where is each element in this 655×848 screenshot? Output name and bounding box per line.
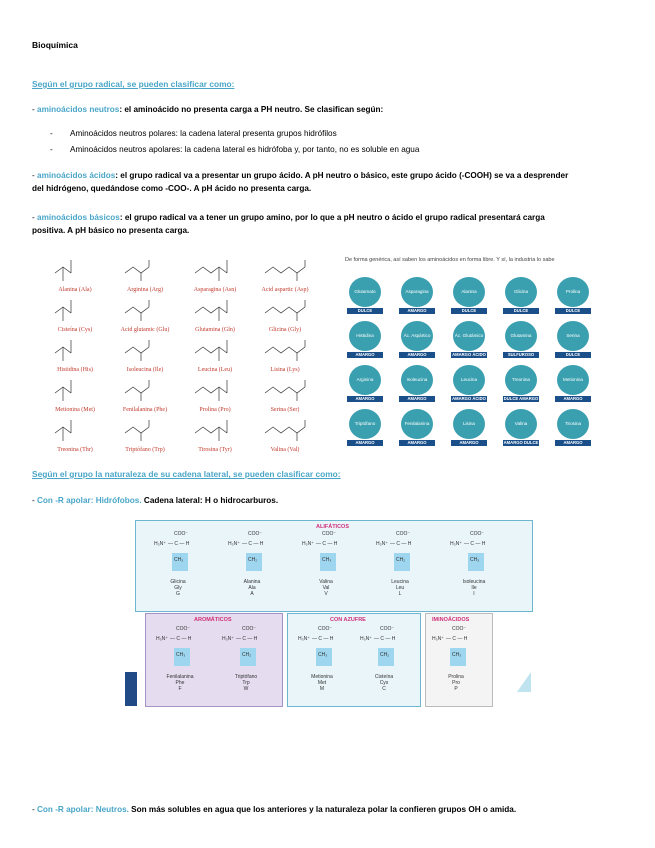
aa-structure-label: Triptófano (Trp) [125,447,165,453]
alpha-carbon-label: — C — H [236,636,258,642]
aa-formula-name-line: Alanina [243,579,261,585]
aa-formula-name-line: G [176,591,180,597]
taste-item [449,365,489,405]
aa-formula-name-line: Triptófano [234,674,258,680]
aa-formula [228,531,276,611]
aa-skeleton-icon [190,297,246,325]
aa-skeleton-icon [260,337,316,365]
sulfur-title: CON AZUFRE [330,617,366,623]
aa-formula-name [454,579,494,597]
basicos-line1: : el grupo radical va a tener un grupo amino, por lo que a pH neutro o ácido el grupo radical presentará carga [119,213,545,222]
aromatic-panel [145,613,283,707]
aa-formula-name-line: Fenilalanina [166,674,194,680]
aa-structure-cell [250,377,320,415]
aa-formula-name-line: F [178,686,182,692]
taste-tag: AMARGO [347,396,383,402]
aa-structure-label: Leucina (Leu) [197,367,233,373]
term-neutros-polar: Con -R apolar: Neutros. [37,805,129,814]
aa-skeleton-icon [260,297,316,325]
aa-structure-label: Valina (Val) [270,447,300,453]
carboxyl-label: COO⁻ [242,626,257,632]
aa-skeleton-icon [50,377,106,405]
aa-skeleton-icon [260,257,316,285]
paragraph-apolar: - Con -R apolar: Hidrófobos. Cadena lateral: H o hidrocarburos. [32,496,279,505]
aa-formula-name-line: Gly [174,585,182,591]
amino-label: H₃N⁺ [222,636,234,642]
aa-formula-name-line: M [319,686,325,692]
aa-formula-name-line: Ala [248,585,256,591]
aa-skeleton-icon [120,297,176,325]
bullet-polares-text: Aminoácidos neutros polares: la cadena lateral presenta grupos hidrófilos [70,129,337,138]
taste-tag: AMARGO [347,440,383,446]
taste-tag: DULCE [555,308,591,314]
section-heading-radical: Según el grupo radical, se pueden clasificar como: [32,79,235,89]
aa-skeleton-icon [190,377,246,405]
carboxyl-label: COO⁻ [322,531,337,537]
amino-label: H₃N⁺ [432,636,444,642]
aa-formula-name-line: Prolina [448,674,464,680]
taste-tag: AMARGO [399,396,435,402]
aa-skeleton-icon [50,257,106,285]
taste-circle: Lisina [453,409,485,439]
taste-item [345,321,385,361]
bullet-apolares-text: Aminoácidos neutros apolares: la cadena lateral es hidrófoba y, por tanto, no es soluble en agua [70,145,420,154]
aa-formula-name-line: A [250,591,254,597]
aa-formula-name-line: Isoleucina [462,579,486,585]
aa-formula-name [232,579,272,597]
aa-structure-label: Serina (Ser) [270,407,300,413]
aa-formula [298,626,346,706]
aa-structure-label: Tirosina (Tyr) [198,447,232,453]
aa-formula-name [306,579,346,597]
aa-structure-label: Asparagina (Asn) [193,287,237,293]
aa-structure-label: Prolina (Pro) [199,407,231,413]
paragraph-neutros: - aminoácidos neutros: el aminoácido no presenta carga a PH neutro. Se clasifican según: [32,105,384,114]
taste-tag: AMARGO [347,352,383,358]
term-neutros: aminoácidos neutros [37,105,120,114]
aa-structure-label: Metionina (Met) [55,407,95,413]
taste-item [501,409,541,449]
taste-item [553,321,593,361]
aa-formula [360,626,408,706]
taste-tag: AMARGO [399,308,435,314]
aa-formula-name-line: Cys [379,680,389,686]
taste-circle: Fenilalanina [401,409,433,439]
aa-formula-name-line: Leucina [391,579,409,585]
taste-circle: Treonina [505,365,537,395]
aa-formula [222,626,270,706]
aa-formula-name [160,674,200,692]
aa-structure-cell [250,337,320,375]
aa-structure-cell [180,377,250,415]
alpha-carbon-label: — C — H [242,541,264,547]
taste-tag: AMARGO ÁCIDO SALADO [452,396,486,407]
term-basicos: aminoácidos básicos [37,213,120,222]
bullet-polares: - Aminoácidos neutros polares: la cadena lateral presenta grupos hidrófilos [50,129,337,138]
acidos-line1: : el grupo radical va a presentar un grupo ácido. A pH neutro o básico, este grupo ácido (-COOH) se va a desprender [115,171,569,180]
aa-formula-name-line: V [324,591,328,597]
carboxyl-label: COO⁻ [396,531,411,537]
aa-formula-name-line: Leu [395,585,405,591]
aa-formula-name-line: Metionina [311,674,333,680]
aa-skeleton-icon [190,337,246,365]
aa-structure-cell [250,417,320,455]
aa-skeleton-icon [50,337,106,365]
book-thumbnail [125,672,137,706]
amino-label: H₃N⁺ [360,636,372,642]
aa-structure-cell [110,297,180,335]
aa-formula-name-line: Val [322,585,330,591]
carboxyl-label: COO⁻ [380,626,395,632]
alpha-carbon-label: — C — H [312,636,334,642]
section-heading-side-chain: Según el grupo la naturaleza de su cadena lateral, se pueden clasificar como: [32,469,341,479]
aa-structure-label: Cisteína (Cys) [57,327,93,333]
taste-circle: Glutamina [505,321,537,351]
amino-label: H₃N⁺ [298,636,310,642]
taste-circle: Prolina [557,277,589,307]
amino-acid-structures-figure [40,257,322,457]
taste-circle: Ác. Aspártico [401,321,433,351]
taste-circle: Asparagina [401,277,433,307]
aa-structure-label: Glicina (Gly) [268,327,302,333]
aa-formula-name-line: I [473,591,475,597]
taste-tag: SULFUROSO [503,352,539,358]
side-chain-label: CH₃ [470,557,480,563]
carboxyl-label: COO⁻ [452,626,467,632]
aa-skeleton-icon [260,417,316,445]
aa-structure-label: Alanina (Ala) [58,287,92,293]
aa-formula-name-line: Phe [175,680,185,686]
corner-triangle [517,672,531,692]
taste-circle: Alanina [453,277,485,307]
taste-circle: Triptófano [349,409,381,439]
aa-structure-cell [250,297,320,335]
aa-formula-name-line: Cisteína [374,674,394,680]
aa-structure-cell [40,377,110,415]
aa-structure-label: Fenilalanina (Phe) [122,407,168,413]
aa-formula-name-line: W [243,686,249,692]
taste-item [345,365,385,405]
aa-structure-label: Acid glutamic (Glu) [120,327,170,333]
aa-skeleton-icon [120,417,176,445]
taste-circle: Ác. Glutámico [453,321,485,351]
carboxyl-label: COO⁻ [470,531,485,537]
taste-tag: DULCE [503,308,539,314]
side-chain-label: CH₂ [242,652,252,658]
taste-item [449,277,489,317]
alpha-carbon-label: — C — H [374,636,396,642]
term-acidos: aminoácidos ácidos [37,171,116,180]
aa-formula-name [436,674,476,692]
aa-skeleton-icon [50,297,106,325]
imino-title: IMINOÁCIDOS [432,617,470,623]
alpha-carbon-label: — C — H [316,541,338,547]
bullet-apolares: - Aminoácidos neutros apolares: la cadena lateral es hidrófoba y, por tanto, no es soluble en agua [50,145,420,154]
taste-tag: AMARGO [555,396,591,402]
taste-item [345,409,385,449]
side-chain-label: CH₃ [176,652,186,658]
aliphatic-panel [135,520,533,612]
side-chain-label: CH₃ [452,652,462,658]
aa-formula-name [364,674,404,692]
taste-tag: AMARGO DULCE [503,440,539,445]
carboxyl-label: COO⁻ [318,626,333,632]
taste-item [553,409,593,449]
neutros-text: : el aminoácido no presenta carga a PH neutro. Se clasifican según: [119,105,384,114]
aa-structure-label: Glutamina (Gln) [195,327,235,333]
aa-formula [302,531,350,611]
aa-structure-cell [110,417,180,455]
aa-skeleton-icon [190,257,246,285]
aa-structure-label: Isoleucina (Ile) [126,367,164,373]
aa-structure-cell [40,337,110,375]
alpha-carbon-label: — C — H [390,541,412,547]
taste-circle: Histidina [349,321,381,351]
paragraph-acidos: - aminoácidos ácidos: el grupo radical va a presentar un grupo ácido. A pH neutro o básico, este grupo ácido (-COOH) se va a desprender del hidrógeno, quedándose como -COO-. A pH ácido no presenta carga. [32,171,569,193]
aa-formula-name [302,674,342,692]
taste-tag: AMARGO [555,440,591,446]
alpha-carbon-label: — C — H [168,541,190,547]
aa-formula [154,531,202,611]
taste-circle: Tirosina [557,409,589,439]
aa-skeleton-icon [260,377,316,405]
paragraph-basicos: - aminoácidos básicos: el grupo radical va a tener un grupo amino, por lo que a pH neutro o ácido el grupo radical presentará carga positiva. A pH básico no presenta carga. [32,213,545,235]
taste-item [553,277,593,317]
aa-structure-label: Histidina (His) [57,367,93,373]
term-apolar: Con -R apolar: Hidrófobos. [37,496,142,505]
acidos-line2: del hidrógeno, quedándose como -COO-. A pH ácido no presenta carga. [32,184,312,193]
amino-label: H₃N⁺ [302,541,314,547]
alpha-carbon-label: — C — H [446,636,468,642]
taste-circle: Glicina [505,277,537,307]
alpha-carbon-label: — C — H [170,636,192,642]
taste-item [553,365,593,405]
amino-label: H₃N⁺ [450,541,462,547]
aa-structure-cell [180,297,250,335]
aa-structure-label: Lisina (Lys) [270,367,300,373]
taste-item [397,365,437,405]
taste-circle: Serina [557,321,589,351]
side-chain-label: CH₃ [322,557,332,563]
aa-structure-cell [110,337,180,375]
side-chain-label: CH₂ [396,557,406,563]
aa-structure-label: Treonina (Thr) [57,447,93,453]
aa-structure-cell [40,297,110,335]
aa-formula-name-line: Pro [452,680,460,686]
aa-structure-label: Arginina (Arg) [127,287,163,293]
aa-formula [376,531,424,611]
aa-formula-name [158,579,198,597]
aa-formula [450,531,498,611]
side-chain-label: CH₃ [174,557,184,563]
amino-label: H₃N⁺ [376,541,388,547]
aa-skeleton-icon [120,337,176,365]
carboxyl-label: COO⁻ [248,531,263,537]
aa-formula-name-line: P [454,686,458,692]
taste-chart-title: De forma genérica, así saben los aminoácidos en forma libre. Y sí, la industria lo sabe [345,257,555,263]
paragraph-neutros-polar: - Con -R apolar: Neutros. Son más solubles en agua que los anteriores y la naturaleza polar la confieren grupos OH o amida. [32,805,517,814]
aa-formula-name-line: Met [317,680,327,686]
aromatic-title: AROMÁTICOS [194,617,232,623]
aa-formula-name [226,674,266,692]
taste-item [397,409,437,449]
aliphatic-title: ALIFÁTICOS [316,524,349,530]
taste-tag: DULCE AMARGO [503,396,539,401]
taste-tag: AMARGO [451,440,487,446]
taste-item [397,321,437,361]
aa-structure-cell [180,257,250,295]
side-chain-label: CH₂ [380,652,390,658]
aa-formula-name-line: Ile [471,585,477,591]
aa-formula-name-line: L [398,591,402,597]
taste-circle: Arginina [349,365,381,395]
taste-tag: AMARGO ÁCIDO SALADO [452,352,486,363]
nonpolar-amino-acids-figure [135,520,535,710]
taste-tag: AMARGO [399,440,435,446]
taste-item [449,409,489,449]
side-chain-label: CH₃ [318,652,328,658]
aa-structure-label: Acid aspartic (Asp) [261,287,309,293]
apolar-text: Cadena lateral: H o hidrocarburos. [141,496,279,505]
amino-label: H₃N⁺ [154,541,166,547]
taste-circle: Isoleucina [401,365,433,395]
carboxyl-label: COO⁻ [176,626,191,632]
taste-circle: Glutamato [349,277,381,307]
sulfur-panel [287,613,421,707]
aa-formula [432,626,480,706]
aa-formula-name-line: Glicina [170,579,186,585]
aa-formula [156,626,204,706]
taste-item [397,277,437,317]
aa-skeleton-icon [120,377,176,405]
imino-panel [425,613,493,707]
taste-tag: DULCE [347,308,383,314]
aa-structure-cell [250,257,320,295]
taste-tag: AMARGO SALADO ÁCIDO [400,352,434,363]
taste-tag: DULCE [451,308,487,314]
carboxyl-label: COO⁻ [174,531,189,537]
doc-title: Bioquímica [32,40,78,50]
basicos-line2: positiva. A pH básico no presenta carga. [32,226,190,235]
neutros-polar-text: Son más solubles en agua que los anteriores y la naturaleza polar la confieren grupos OH o amida. [128,805,517,814]
taste-circle: Valina [505,409,537,439]
taste-item [501,277,541,317]
taste-item [345,277,385,317]
aa-structure-cell [40,417,110,455]
taste-item [501,365,541,405]
amino-acid-taste-chart [341,255,609,455]
amino-label: H₃N⁺ [228,541,240,547]
aa-skeleton-icon [50,417,106,445]
aa-skeleton-icon [120,257,176,285]
taste-circle: Metionina [557,365,589,395]
aa-formula-name-line: Trp [242,680,250,686]
taste-tag: DULCE [555,352,591,358]
aa-structure-cell [110,257,180,295]
aa-formula-name-line: Valina [319,579,333,585]
aa-skeleton-icon [190,417,246,445]
side-chain-label: CH₂ [248,557,258,563]
aa-structure-cell [40,257,110,295]
aa-structure-cell [180,417,250,455]
alpha-carbon-label: — C — H [464,541,486,547]
aa-formula-name-line: C [382,686,386,692]
aa-structure-cell [110,377,180,415]
taste-item [501,321,541,361]
aa-formula-name [380,579,420,597]
taste-item [449,321,489,361]
amino-label: H₃N⁺ [156,636,168,642]
taste-circle: Leucina [453,365,485,395]
aa-structure-cell [180,337,250,375]
